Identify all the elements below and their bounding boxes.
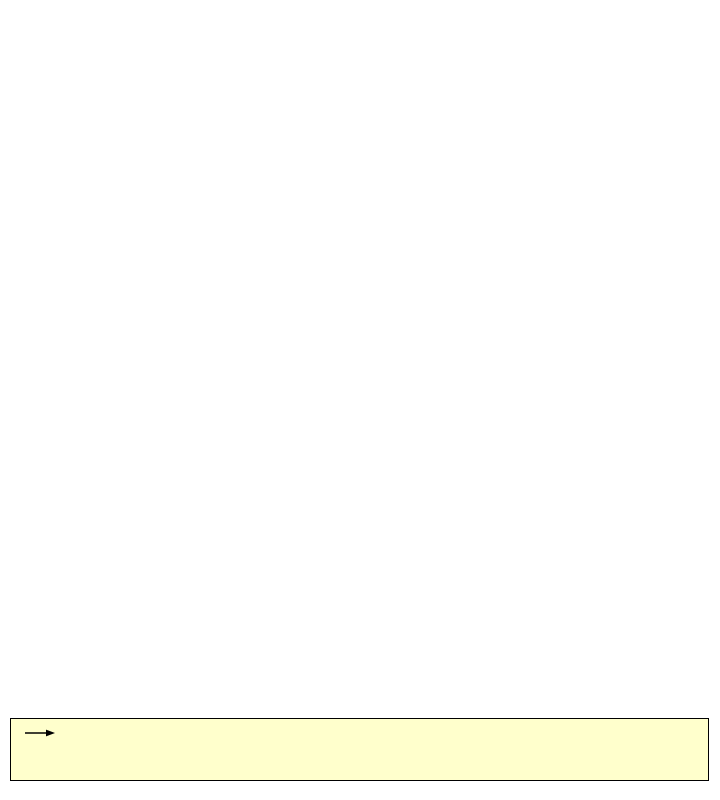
reference-arrow-icon	[24, 727, 58, 739]
legend-box	[10, 718, 709, 781]
